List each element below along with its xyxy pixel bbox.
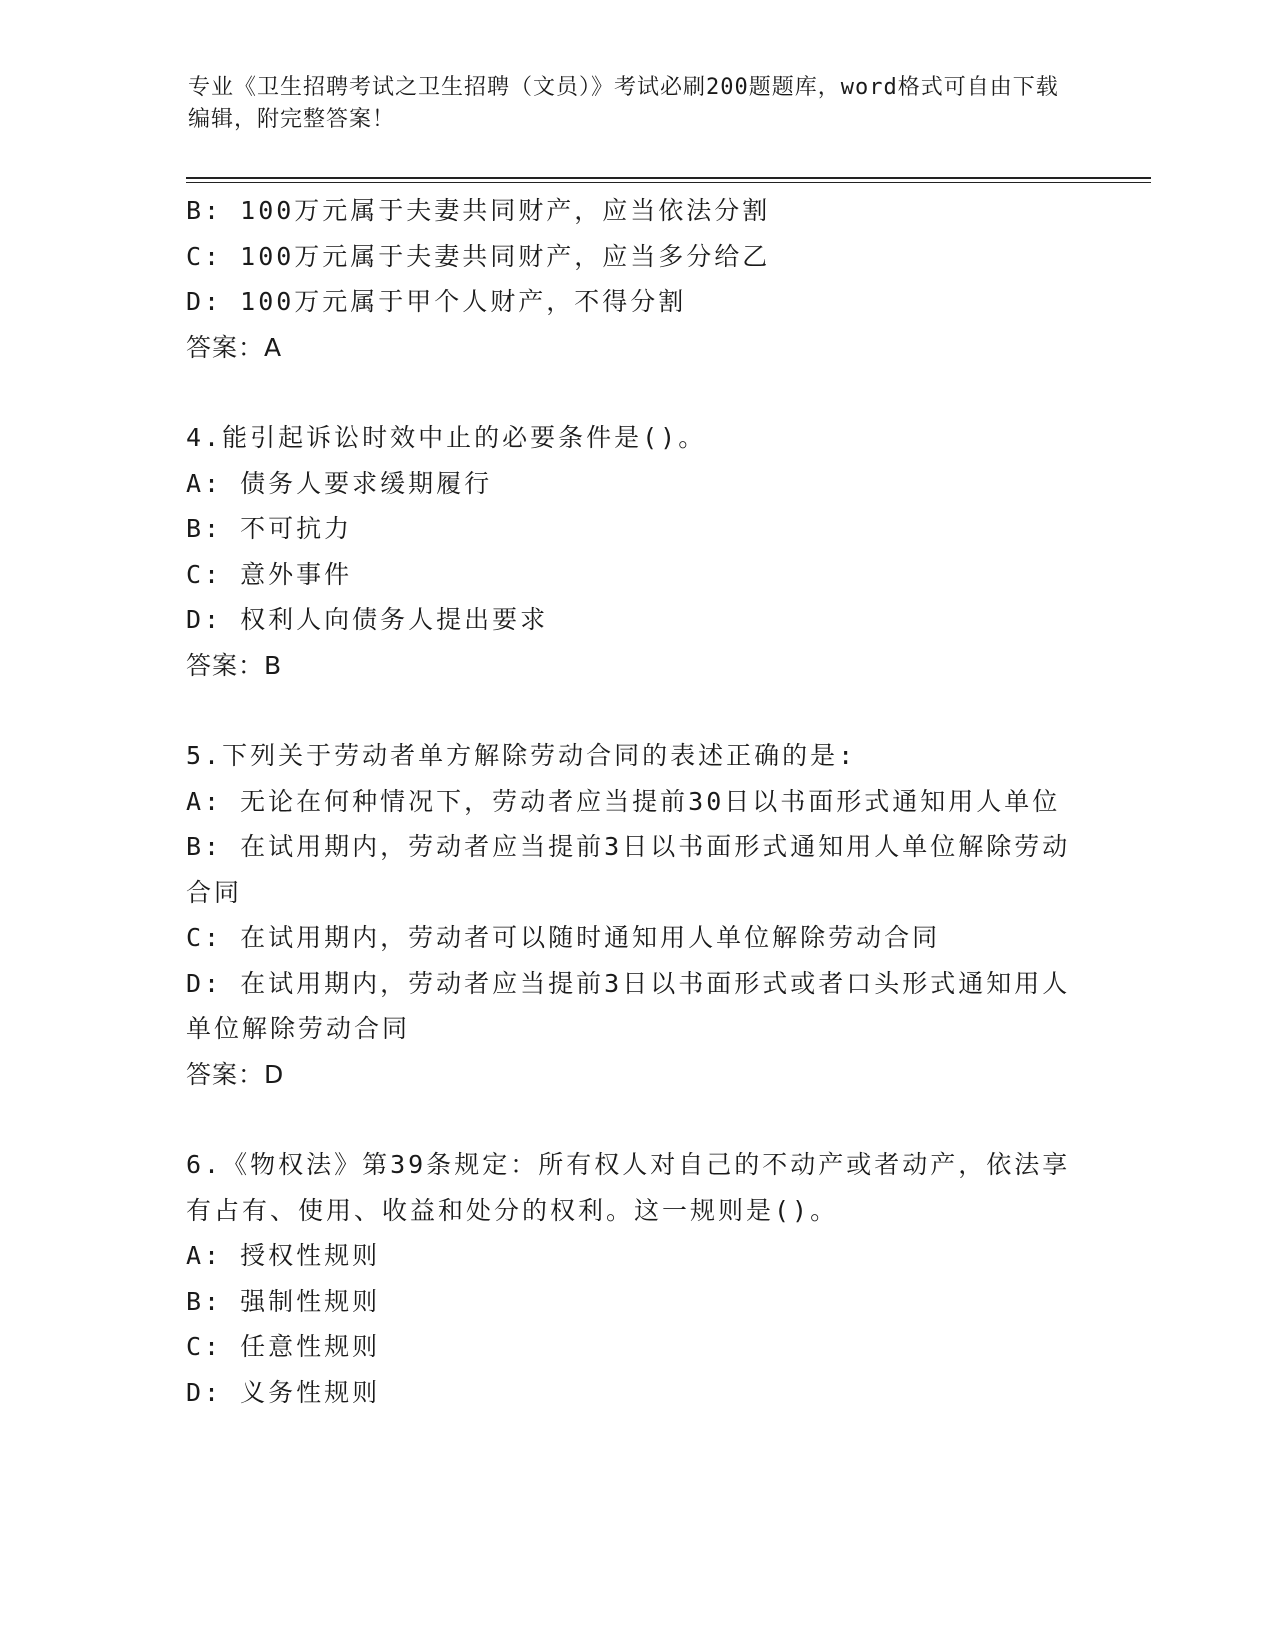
question-stem: 5.下列关于劳动者单方解除劳动合同的表述正确的是: [186, 741, 857, 770]
option-c: C: 100万元属于夫妻共同财产，应当多分给乙 [186, 241, 771, 271]
option-c: C: 任意性规则 [186, 1332, 381, 1361]
option-a: A: 债务人要求缓期履行 [186, 468, 493, 498]
document-body [186, 188, 1076, 1415]
option-d: D: 100万元属于甲个人财产，不得分割 [186, 287, 687, 316]
answer-line: 答案：A [186, 332, 283, 362]
answer-line: 答案：B [186, 650, 283, 680]
option-b: B: 100万元属于夫妻共同财产，应当依法分割 [186, 196, 771, 225]
question-6 [186, 1142, 1076, 1415]
option-d: D: 在试用期内，劳动者应当提前3日以书面形式或者口头形式通知用人单位解除劳动合同 [186, 968, 1071, 1043]
option-d: D: 权利人向债务人提出要求 [186, 605, 549, 634]
option-a: A: 授权性规则 [186, 1241, 381, 1270]
option-c: C: 在试用期内，劳动者可以随时通知用人单位解除劳动合同 [186, 923, 941, 952]
document-header: 专业《卫生招聘考试之卫生招聘（文员）》考试必刷200题题库，word格式可自由下载编辑，附完整答案！ [188, 75, 1059, 132]
option-b: B: 强制性规则 [186, 1286, 381, 1316]
option-c: C: 意外事件 [186, 559, 353, 589]
answer-line: 答案：D [186, 1059, 285, 1089]
question-4 [186, 415, 1076, 688]
option-b: B: 不可抗力 [186, 514, 353, 543]
header-rule-thick [186, 177, 1151, 179]
header-rule-thin [186, 182, 1151, 183]
question-stem: 6.《物权法》第39条规定：所有权人对自己的不动产或者动产，依法享有占有、使用、收益和处分的权利。这一规则是()。 [186, 1150, 1071, 1225]
option-d: D: 义务性规则 [186, 1377, 381, 1407]
question-5 [186, 733, 1076, 1097]
question-stem: 4.能引起诉讼时效中止的必要条件是()。 [186, 423, 707, 452]
question-3-continued [186, 188, 1076, 370]
option-a: A: 无论在何种情况下，劳动者应当提前30日以书面形式通知用人单位 [186, 786, 1061, 816]
option-b: B: 在试用期内，劳动者应当提前3日以书面形式通知用人单位解除劳动合同 [186, 832, 1071, 907]
